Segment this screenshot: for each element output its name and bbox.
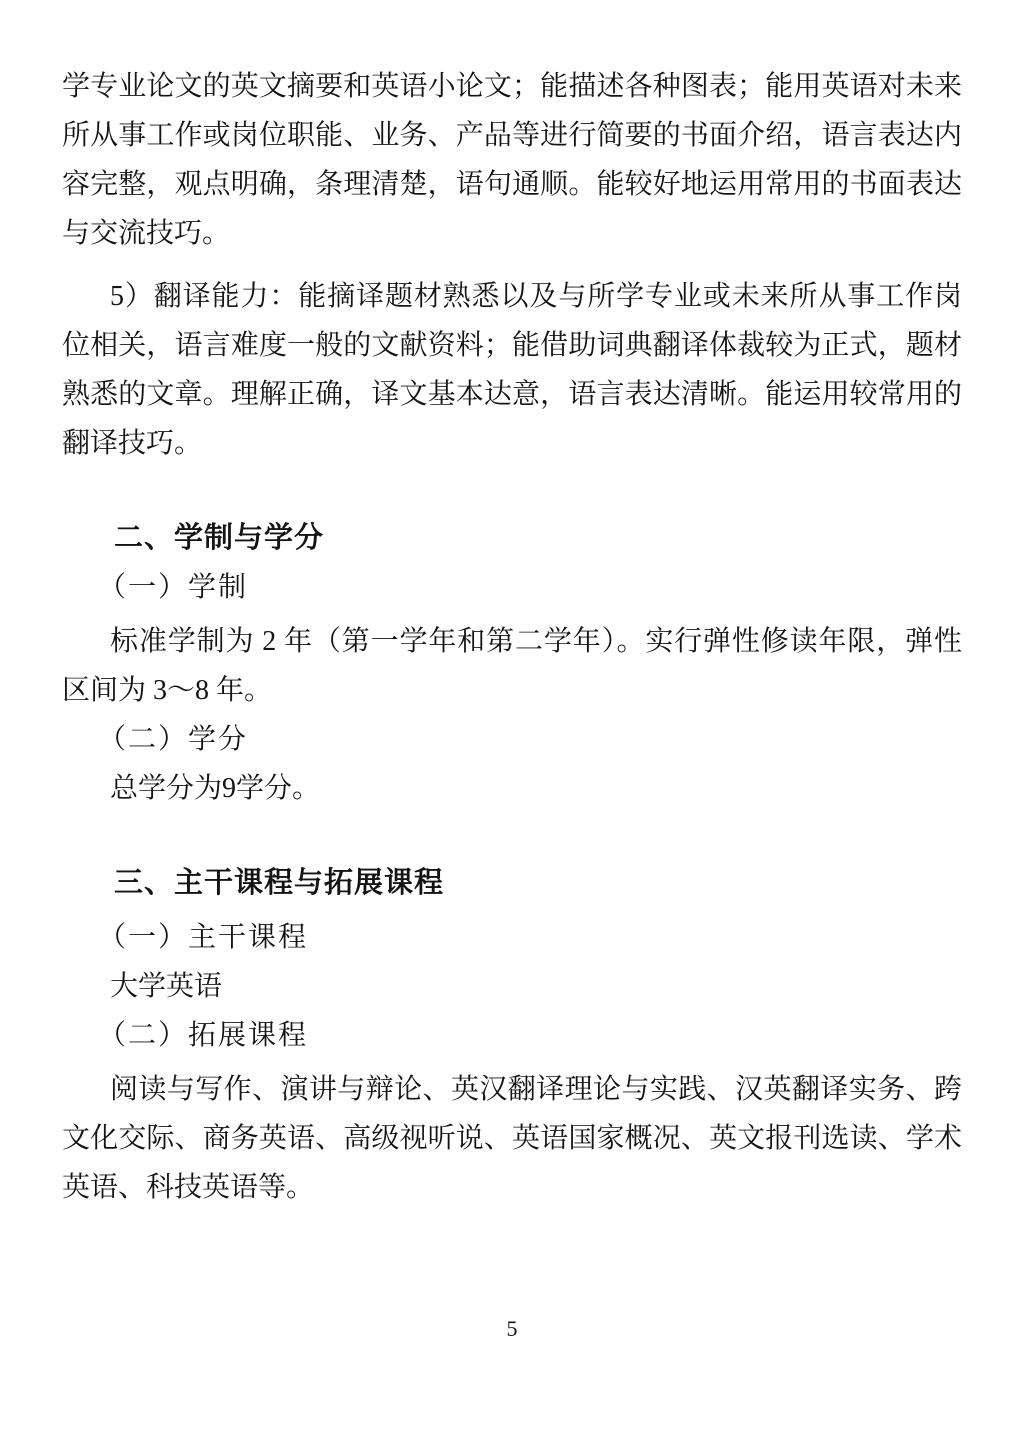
paragraph-main-course: 大学英语 (110, 971, 223, 1002)
paragraph-translation-ability: 5）翻译能力：能摘译题材熟悉以及与所学专业或未来所从事工作岗位相关，语言难度一般的文献资料；能借助词典翻译体裁较为正式，题材熟悉的文章。理解正确，译文基本达意，语言表达清晰。能运用较常用的翻译技巧。 (62, 281, 962, 459)
page-number: 5 (506, 1316, 518, 1341)
subheading-schooling-length: （一）学制 (98, 572, 249, 603)
subheading-credits: （二）学分 (98, 724, 249, 755)
paragraph-total-credits: 总学分为9学分。 (110, 773, 321, 804)
section-heading-courses: 三、主干课程与拓展课程 (114, 867, 445, 899)
subheading-main-courses: （一）主干课程 (98, 922, 309, 953)
section-heading-schooling-and-credits: 二、学制与学分 (114, 522, 325, 554)
paragraph-writing-ability-continued: 学专业论文的英文摘要和英语小论文；能描述各种图表；能用英语对未来所从事工作或岗位职能、业务、产品等进行简要的书面介绍，语言表达内容完整，观点明确，条理清楚，语句通顺。能较好地运用常用的书面表达与交流技巧。 (62, 71, 962, 249)
paragraph-expanded-courses: 阅读与写作、演讲与辩论、英汉翻译理论与实践、汉英翻译实务、跨文化交际、商务英语、高级视听说、英语国家概况、英文报刊选读、学术英语、科技英语等。 (62, 1074, 962, 1203)
paragraph-schooling-length: 标准学制为 2 年（第一学年和第二学年）。实行弹性修读年限，弹性区间为 3～8 年。 (62, 626, 962, 706)
subheading-expanded-courses: （二）拓展课程 (98, 1020, 309, 1051)
